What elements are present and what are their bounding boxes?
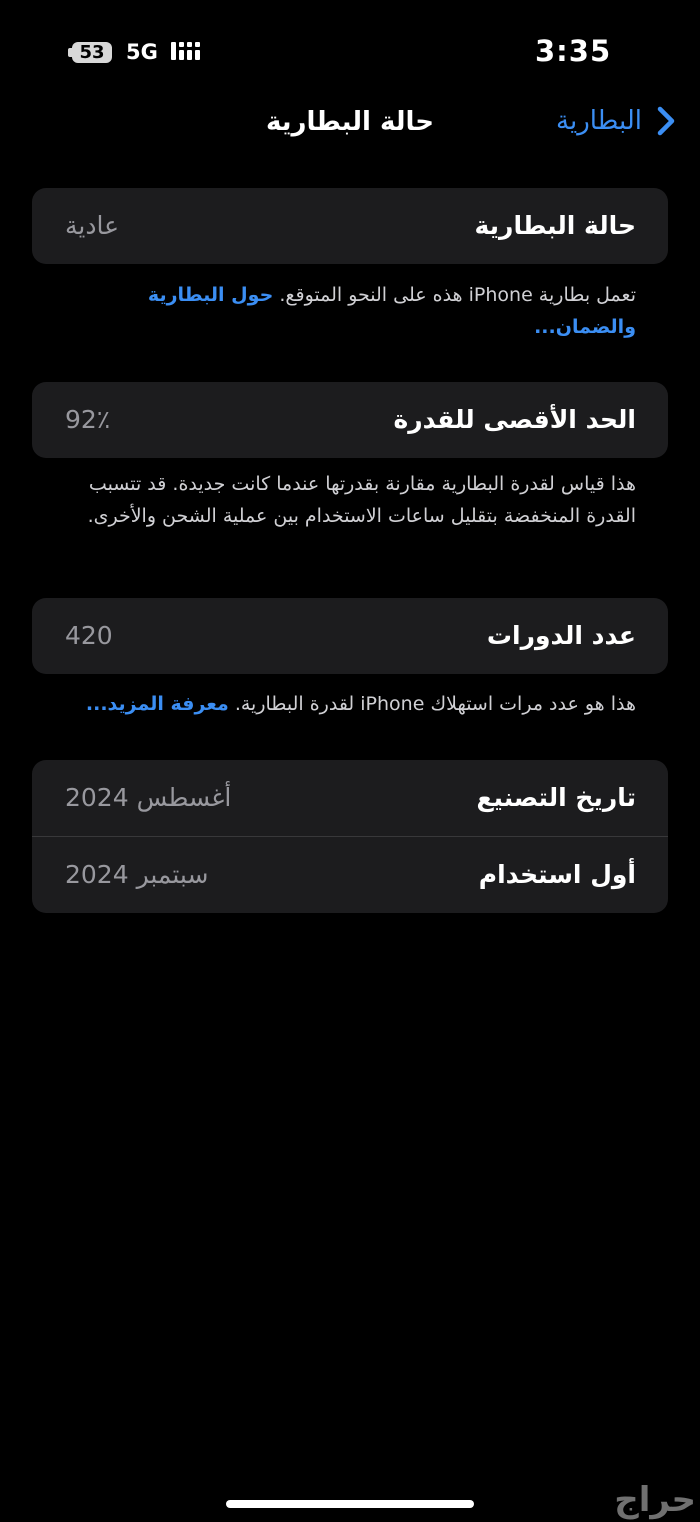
max-capacity-value: 92٪ bbox=[65, 405, 111, 434]
status-time: 3:35 bbox=[535, 34, 612, 68]
battery-level: 53 bbox=[79, 42, 105, 63]
first-use-value: سبتمبر 2024 bbox=[65, 860, 209, 889]
battery-icon bbox=[68, 42, 114, 63]
cycle-count-group bbox=[32, 598, 668, 674]
max-capacity-label: الحد الأقصى للقدرة bbox=[393, 405, 636, 434]
battery-condition-row bbox=[32, 188, 668, 264]
home-indicator[interactable] bbox=[226, 1500, 474, 1508]
battery-condition-label: حالة البطارية bbox=[474, 211, 636, 240]
chevron-left-icon bbox=[650, 105, 680, 137]
back-label: البطارية bbox=[556, 106, 642, 136]
manufacture-date-row bbox=[32, 760, 668, 836]
cycle-count-label: عدد الدورات bbox=[486, 621, 636, 650]
back-button[interactable] bbox=[556, 105, 680, 137]
battery-condition-group bbox=[32, 188, 668, 264]
max-capacity-row bbox=[32, 382, 668, 458]
first-use-row bbox=[32, 836, 668, 913]
battery-warranty-link[interactable]: حول البطارية والضمان... bbox=[147, 284, 636, 338]
network-type: 5G bbox=[126, 40, 158, 64]
learn-more-link[interactable]: معرفة المزيد... bbox=[85, 693, 229, 715]
battery-condition-footer-text: تعمل بطارية iPhone هذه على النحو المتوقع. bbox=[279, 284, 636, 306]
status-bar bbox=[0, 0, 700, 100]
cycle-count-footer bbox=[56, 688, 636, 720]
manufacture-date-label: تاريخ التصنيع bbox=[476, 783, 636, 812]
battery-condition-value: عادية bbox=[65, 211, 120, 240]
max-capacity-footer bbox=[56, 468, 636, 532]
cycle-count-value: 420 bbox=[65, 621, 113, 650]
watermark-logo: حراج bbox=[614, 1480, 696, 1520]
dates-group bbox=[32, 760, 668, 913]
manufacture-date-value: أغسطس 2024 bbox=[65, 783, 232, 812]
max-capacity-footer-text: هذا قياس لقدرة البطارية مقارنة بقدرتها عندما كانت جديدة. قد تتسبب القدرة المنخفضة بتقليل ساعات الاستخدام بين عملية الشحن والأخرى. bbox=[87, 473, 636, 527]
navigation-bar bbox=[0, 95, 700, 155]
battery-condition-footer bbox=[56, 279, 636, 343]
page-title: حالة البطارية bbox=[266, 107, 434, 137]
cycle-count-row bbox=[32, 598, 668, 674]
cycle-count-footer-text: هذا هو عدد مرات استهلاك iPhone لقدرة البطارية. bbox=[234, 693, 636, 715]
max-capacity-group bbox=[32, 382, 668, 458]
signal-icon bbox=[171, 42, 207, 64]
first-use-label: أول استخدام bbox=[478, 860, 636, 889]
